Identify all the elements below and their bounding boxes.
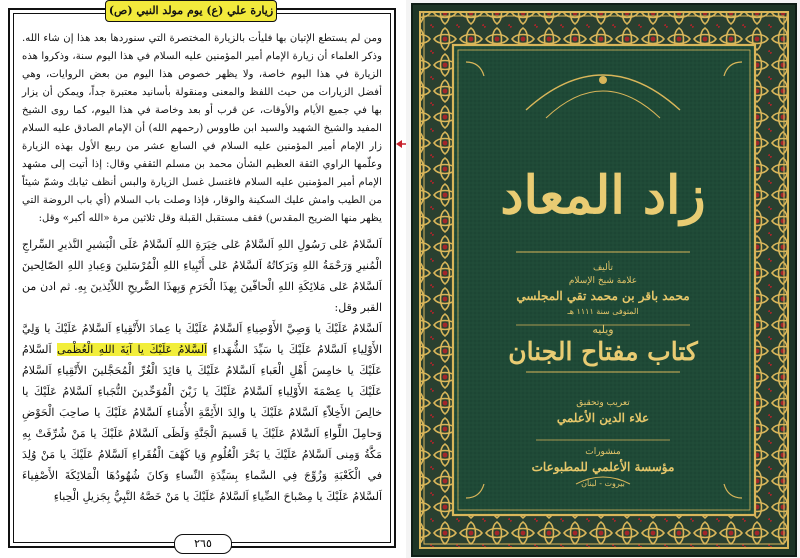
publisher-label: منشورات bbox=[585, 447, 621, 457]
ziyarat-after: اَلسَّلامُ عَلَيْكَ يا خامِسَ أَهْلِ الْعَباءِ اَلسَّلامُ عَلَيْكَ يا قائِدَ الْغُرِّ الْمُحَجَّلينَ الأَتْقِياءِ اَلسَّلامُ عَلَيْكَ يا عِصْمَةَ الأَوْلِياءِ اَلسَّلامُ عَلَيْكَ يا زَيْنَ الْمُوَحِّدينَ النُّجَباءِ اَلسَّلامُ عَلَيْكَ يا خالِصَ الأَخِلاّءِ اَلسَّلامُ عَلَيْكَ يا والِدَ الأَئِمَّةِ الأُمَناءِ اَلسَّلامُ عَلَيْكَ يا صاحِبَ الْحَوْضِ وَحامِلَ اللِّواءِ اَلسَّلامُ عَلَيْكَ يا قَسيمَ الْجَنَّةِ وَلَظَى اَلسَّلامُ عَلَيْكَ يا مَنْ شُرِّفَتْ بِهِ مَكَّةُ وَمِنى اَلسَّلامُ عَلَيْكَ يا بَحْرَ الْعُلُومِ وَيا كَهْفَ الْفُقَراءِ اَلسَّلامُ عَلَيْكَ يا مَنْ وُلِدَ في الْكَعْبَةِ وَزُوِّجَ فِي السَّماءِ بِسَيِّدَةِ النِّساءِ وَكانَ شُهُودُهَا الْمَلائِكَةَ الأَصْفِياءَ اَلسَّلامُ عَلَيْكَ يا مِصْباحَ الضِّياءِ اَلسَّلامُ عَلَيْكَ يا مَنْ خَصَّهُ النَّبِيُّ بِجَزيلِ الْحِباءِ bbox=[22, 343, 382, 503]
author-label: تأليف bbox=[592, 263, 614, 273]
author-name: محمد باقر بن محمد تقي المجلسي bbox=[516, 289, 690, 303]
highlighted-phrase: اَلسَّلامُ عَلَيْكَ يا آيَةَ اللهِ الْعُظْمى bbox=[57, 343, 208, 356]
publisher-city: بيروت - لبنان bbox=[581, 479, 625, 488]
author-line1: علامة شيخ الإسلام bbox=[568, 276, 638, 286]
ziyarat-paragraph bbox=[22, 318, 382, 507]
author-dates: المتوفى سنة ١١١١ هـ bbox=[567, 307, 639, 316]
page-body bbox=[22, 30, 382, 507]
cover-title: زاد المعاد bbox=[500, 165, 706, 226]
publisher-name: مؤسسة الأعلمي للمطبوعات bbox=[531, 460, 675, 474]
edit-label: تعريب وتحقيق bbox=[576, 398, 630, 408]
ziyarat-before: اَلسَّلامُ عَلَيْكَ يا وَصِيَّ الأَوْصِياءِ اَلسَّلامُ عَلَيْكَ يا عِمادَ الأَتْقِياءِ اَلسَّلامُ عَلَيْكَ يا وَلِيَّ الأَوْلِياءِ اَلسَّلامُ عَلَيْكَ يا سَيِّدَ الشُّهَداءِ bbox=[22, 322, 383, 356]
page-number: ٢٦٥ bbox=[174, 534, 232, 554]
cover-subtitle: كتاب مفتاح الجنان bbox=[508, 337, 698, 366]
intro-paragraph: ومن لم يستطع الإتيان بها فليأت بالزيارة المختصرة التي سنوردها بعد هذا إن شاء الله. وذكر العلماء أن زيارة الإمام أمير المؤمنين عليه السلام في هذا اليوم سنة، وذكروا هذه الزيارة في هذا اليوم خاصة، ولا يظهر خصوص هذا اليوم من بعض الروايات، وهي أفضل الزيارات من حيث اللفظ والمعنى ومنقولة بأسانيد معتبرة جداً، ويمكن أن يزار بها في جميع الأيام والأوقات، عن قرب أو بعد وخاصة في هذا اليوم، كما روى الشيخ المفيد والشيخ الشهيد والسيد ابن طاووس (رحمهم الله) أن الإمام الصادق عليه السلام زار الإمام أمير المؤمنين عليه السلام في السابع عشر من ربيع الأول بهذه الزيارة وعلّمها الراوي الثقة العظيم الشأن محمد بن مسلم الثقفي وقال: إذا أتيت إلى مشهد الإمام أمير المؤمنين عليه السلام فاغتسل غسل الزيارة والبس أنظف ثيابك وشمّ شيئاً من الطيب وامش عليك السكينة والوقار، فإذا وصلت باب السلام (أي باب الروضة التي يظهر منها الضريح المقدس) فقف مستقبل القبلة وقل ثلاثين مرة «الله أكبر» وقل: bbox=[22, 33, 382, 224]
book-cover bbox=[406, 0, 800, 558]
and-with-it: ويليه bbox=[592, 323, 614, 336]
running-head: زيارة علي (ع) يوم مولد النبي (ص) bbox=[105, 0, 277, 22]
editor-name: علاء الدين الأعلمي bbox=[556, 411, 650, 425]
salam-paragraph: اَلسَّلامُ عَلى رَسُولِ اللهِ اَلسَّلامُ عَلى خِيَرَةِ اللهِ اَلسَّلامُ عَلَى الْبَشيرِ النَّذيرِ السِّراجِ الْمُنيرِ وَرَحْمَةُ اللهِ وَبَرَكاتُهُ اَلسَّلامُ عَلى أَنْبِياءِ اللهِ الْمُرْسَلينَ وَعِبادِ اللهِ الصّالِحينَ اَلسَّلامُ عَلى مَلائِكَةِ اللهِ الْحافّينَ بِهذَا الْحَرَمِ وَبِهذَا الضَّريحِ اللاّئِذينَ بِهِ. ثم ادن من القبر وقل: bbox=[22, 238, 382, 314]
